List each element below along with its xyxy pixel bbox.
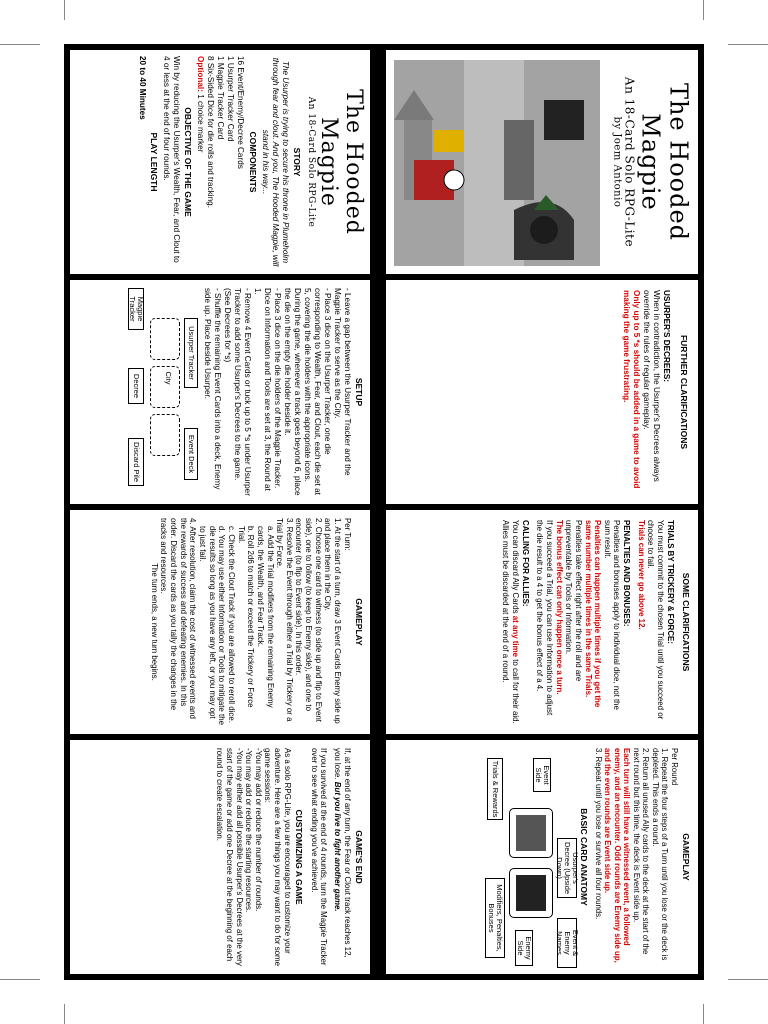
crop-mark <box>703 1004 704 1024</box>
round-red-note: Each turn will still have a witnessed event, a followed enemy, and an encounter. Odd rounds are Enemy side up, and the even rounds are Event side up. <box>603 748 632 963</box>
setup-item: - Leave a gap between the Usurper Tracker and the Magpie Tracker to serve as the City. <box>332 288 352 476</box>
allies-heading: CALLING FOR ALLIES: <box>520 520 530 607</box>
objective-heading: OBJECTIVE OF THE GAME <box>183 107 194 217</box>
round-step: 2. Return all unused Ally cards to the deck at the start of the next round but this time, the deck is Event side up. <box>631 748 651 955</box>
optional-label: Optional: <box>196 56 206 92</box>
magpie-tracker-label: Magpie Tracker <box>128 288 144 330</box>
cover-author: by Joem Antonio <box>611 116 623 208</box>
bonus-red: The bonus effect can only happen once a turn. <box>554 520 564 695</box>
event-side-box: Event Side <box>533 758 551 792</box>
crop-mark <box>64 1004 65 1024</box>
ending-heading: GAME'S END <box>354 830 364 884</box>
card-art <box>516 875 546 911</box>
gameplay2-heading: GAMEPLAY <box>681 833 691 881</box>
city-label: City <box>163 371 173 385</box>
cover-panel <box>386 50 698 274</box>
intro-title: The Hooded Magpie <box>316 89 366 235</box>
bonus-after: If you succeed a Trial, you can use Information to adjust the die result to a 4 to get the bonus effect of a 4. <box>535 520 554 716</box>
setup-diagram <box>126 288 198 496</box>
component-item: 16 Event/Enemy/Decree Cards <box>236 56 246 169</box>
turn-step: d. You may use either Information or Tools to mitigate the die results so long as you have any left, or you may opt to just fail. <box>198 526 227 725</box>
card-enemy-side <box>509 868 553 918</box>
further-heading: FURTHER CLARIFICATIONS <box>679 334 689 450</box>
intro-subtitle: An 18-Card Solo RPG-Lite <box>306 96 316 228</box>
component-item: 1 Magpie Tracker Card <box>216 56 226 140</box>
story-text: The Usurper is trying to secure his throne in Plumeholm through fear and clout. And you, The Hooded Magpie, will stand in his way... <box>260 57 290 267</box>
enemy-side-box: Enemy Side <box>515 930 533 966</box>
gameplay1-heading: GAMEPLAY <box>354 598 364 646</box>
turn-step: 4. After resolution, claim the cost of witnessed events and the rewards of success and defeating enemies. In this order. Discard the cards as you tally the changes in the tracks and resources. <box>159 518 198 719</box>
crop-mark <box>0 979 40 980</box>
usurper-card <box>150 318 180 360</box>
trials-text: You must commit to the chosen Trial until you succeed or choose to fail. <box>646 520 665 720</box>
setup-item: - Place 3 dice on the Usurper Tracker, one die corresponding to Wealth, Fear, and Clout, each die set at 5, covering the die holders with the appropriate icons. During the game, whenever a track goes beyond 6, place the die on the empty die holder beside it. <box>282 288 332 496</box>
trials-box: Trials & Rewards <box>487 758 503 820</box>
length-heading: PLAY LENGTH <box>148 132 159 192</box>
ending-p1-italic: But you live to fight another game. <box>333 781 342 912</box>
intro-panel <box>70 50 370 274</box>
per-round: Per Round <box>669 748 679 786</box>
custom-item: -You may either add all possible Usurper's Decrees at the very start of the game or add one Decree at the beginning of each round to create escalation. <box>215 748 244 966</box>
penalties-text: Penalties and bonuses apply to individual dice, not the sum result. <box>602 520 622 710</box>
custom-heading: CUSTOMIZING A GAME <box>294 809 305 905</box>
ending-p2: If you survived at the end of 4 rounds, turn the Magpie Tracker over to see what ending you've achieved. <box>309 748 329 966</box>
cover-art <box>394 60 600 266</box>
per-turn: Per Turn: <box>342 518 352 551</box>
penalties-red: Penalties can happen multiple times if you get the same number multiple times in the same Trials. <box>583 520 603 708</box>
penalties-heading: PENALTIES AND BONUSES: <box>622 520 632 627</box>
ending-p1: If, at the end of any turn, the Fear or Clout track reaches 12, you lose. <box>333 748 352 958</box>
turn-step: b. Roll 2d6 to match or exceed the Trickery or Force Trial. <box>236 526 256 708</box>
component-item: 1 Usurper Tracker Card <box>226 56 236 142</box>
crop-mark <box>0 44 40 45</box>
custom-text: As a solo RPG-Lite, you are encouraged to customize your adventure. Here are a few things you may want to do for some game sessions: <box>263 748 292 966</box>
decrees-text: When in contradiction, the Usurper's Decrees always override the rules of regular gameplay. <box>641 290 661 482</box>
crop-mark <box>728 979 768 980</box>
hood-icon <box>530 216 558 244</box>
custom-item: -You may add or reduce the starting resources. <box>244 748 254 913</box>
decree-box: Usurper's Decree (Upside Down) <box>557 838 577 898</box>
decree-label: Decree <box>128 368 144 404</box>
anatomy-heading: BASIC CARD ANATOMY <box>579 808 590 906</box>
crop-mark <box>728 44 768 45</box>
magpie-illustration <box>394 60 600 266</box>
optional-text: 1 choice marker <box>196 94 206 153</box>
clarifications-panel <box>386 510 698 734</box>
allies-text: You can discard Ally Cards <box>511 520 521 614</box>
cover-subtitle: An 18-Card Solo RPG-Lite <box>622 76 637 248</box>
trials-red: Trials can never go above 12. <box>636 520 646 630</box>
cover-title-band <box>606 50 698 274</box>
turn-step: 1. At the start of a turn, draw 3 Event Cards Enemy side up and place them in the City. <box>323 518 342 724</box>
story-heading: STORY <box>292 147 302 177</box>
setup-panel <box>70 280 370 504</box>
setup-item: - Shuffle the remaining Event Cards into a deck, Enemy side up. Place beside Usurper. <box>202 288 222 490</box>
gameplay-round-panel <box>386 740 698 974</box>
decrees-heading: USURPER'S DECREES: <box>661 290 671 383</box>
turn-step: 3. Resolve the Event through either a Trial by Trickery or a Trial by Force. <box>275 518 294 722</box>
turn-step: c. Check the Clout Track if you are allowed to reroll dice. <box>226 526 236 723</box>
card-event-side <box>509 808 553 858</box>
turn-step: a. Add the Trial modifiers from the remaining Enemy cards, the Wealth, and Fear Track. <box>255 526 275 708</box>
setup-item: - Remove 4 Event Cards or tuck up to 5 *s under Usurper Tracker to add some Usurper's Decrees to the game. (See Decrees for *s) <box>222 288 252 496</box>
cover-title: The Hooded Magpie <box>636 82 693 242</box>
event-card <box>150 414 180 456</box>
objective-text: Win by reducing the Usurper's Wealth, Fear, and Clout to 4 or less at the end of four rounds. <box>161 56 181 263</box>
allies-red: at any time <box>511 615 521 658</box>
allies-after: to call for their aid. Allies must be discarded at the end of a round. <box>501 520 521 724</box>
card-art <box>516 815 546 851</box>
crop-mark <box>703 0 704 20</box>
crop-mark <box>64 0 65 20</box>
round-step: 3. Repeat until you lose or survive all four rounds. <box>593 748 603 920</box>
names-box: Event & Enemy Names <box>557 918 577 968</box>
bonus-text: Penalties take effect right after the roll and are unpreventable by Tools or Information. <box>564 520 583 682</box>
round-step: 1. Repeat the four steps of a Turn until you lose or the deck is depleted. This ends a round. <box>650 748 670 961</box>
length-text: 20 to 40 Minutes <box>137 56 147 120</box>
custom-item: -You may add or reduce the number of rounds. <box>253 748 263 912</box>
usurper-tracker-label: Usurper Tracker <box>184 318 198 388</box>
gameplay-turn-panel <box>70 510 370 734</box>
clarifications-heading: SOME CLARIFICATIONS <box>681 572 691 672</box>
setup-item: - Place 3 dice on the die holders of the Magpie Tracker. Dice on Information and Tools are set at 3, the Round at 1. <box>252 288 282 491</box>
event-deck-label: Event Deck <box>184 428 198 480</box>
decrees-red: Only up to 5 *s should be added in a game to avoid making the game frustrating. <box>621 290 641 489</box>
turn-step: The turn ends, a new turn begins. <box>149 563 159 681</box>
anatomy-diagram <box>481 748 580 966</box>
modifiers-box: Modifiers, Penalties, Bonuses <box>485 878 505 958</box>
turn-step: 2. Choose one card to witness (to side up and flip to Event side), one to follow (to keep to Enemy side), and one to encounter (to flip to Event side). In this order. <box>294 518 323 722</box>
zine-sheet <box>64 44 704 980</box>
further-panel <box>386 280 698 504</box>
ending-panel <box>70 740 370 974</box>
components-heading: COMPONENTS <box>247 131 258 193</box>
discard-pile-label: Discard Pile <box>128 438 144 486</box>
trials-heading: TRIALS BY TRICKERY & FORCE: <box>665 520 675 644</box>
component-item: 8 Six-Sided Dice for die rolls and tracking. <box>206 56 216 208</box>
setup-heading: SETUP <box>354 377 364 407</box>
